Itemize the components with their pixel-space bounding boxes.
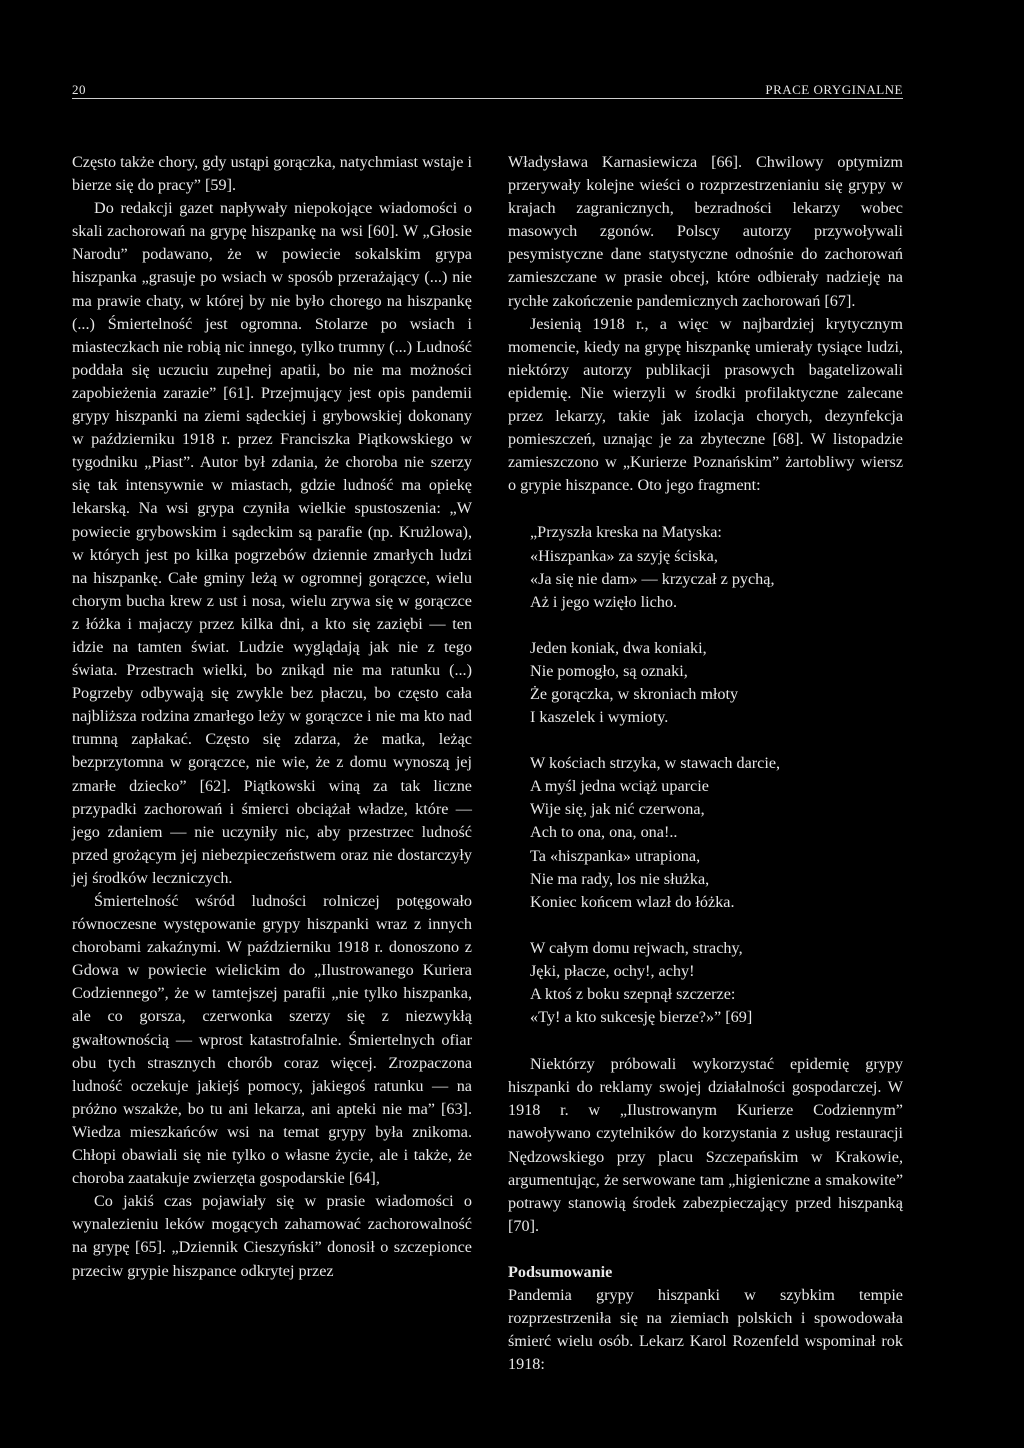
poem-line: «Ty! a kto sukcesję bierze?»” [69] [530, 1008, 753, 1027]
paragraph: Co jakiś czas pojawiały się w prasie wiadomości o wynalezieniu leków mogących zahamować zachorowalność na grypę [65]. „Dziennik Cieszyński” donosił o szczepionce przeciw grypie hiszpance odkrytej przez [72, 1192, 472, 1280]
poem-line: A ktoś z boku szepnął szczerze: [530, 985, 736, 1003]
poem-line: Wije się, jak nić czerwona, [530, 800, 705, 819]
poem-stanza [530, 521, 903, 613]
paragraph: Śmiertelność wśród ludności rolniczej potęgowało równoczesne występowanie grypy hiszpanki wraz z innych chorobami zakaźnymi. W październiku 1918 r. donoszono z Gdowa w powiecie wielickim do „Ilustrowanego Kuriera Codziennego”, że w tamtejszej parafii „nie tylko hiszpanka, ale co gorsza, czerwonka szerzy się z niezwykłą gwałtownością — wprost katastrofalnie. Śmiertelnych ofiar obu tych strasznych chorób coraz więcej. Zrozpaczona ludność oczekuje jakiejś pomocy, jakiegoś ratunku — na próżno wszakże, bo tu ani lekarza, ani apteki nie ma” [63]. Wiedza mieszkańców wsi na temat grypy była znikoma. Chłopi obawiali się nie tylko o własne życie, ale i także, że choroba zaatakuje zwierzęta gospodarskie [64], [72, 892, 472, 1188]
paragraph: Władysława Karnasiewicza [66]. Chwilowy optymizm przerywały kolejne wieści o rozprzestrzenianiu się grypy w krajach zagranicznych, bezradności lekarzy wobec masowych zgonów. Polscy autorzy przywoływali pesymistyczne dane statystyczne odnośnie do zachorowań zamieszczane w prasie obcej, które odbierały nadzieję na rychłe zakończenie pandemicznych zachorowań [67]. [508, 153, 903, 310]
poem-line: W całym domu rejwach, strachy, [530, 938, 743, 957]
poem-line: Nie pomogło, są oznaki, [530, 661, 688, 680]
poem-line: Aż i jego wzięło licho. [530, 592, 677, 611]
section-title: PRACE ORYGINALNE [765, 82, 903, 97]
poem-line: «Ja się nie dam» — krzyczał z pychą, [530, 569, 775, 588]
poem-stanza [530, 937, 903, 1029]
poem-line: Jęki, płacze, ochy!, achy! [530, 961, 695, 980]
poem-line: I kaszelek i wymioty. [530, 708, 669, 727]
poem-line: Nie ma rady, los nie służka, [530, 869, 710, 888]
poem-stanza [530, 637, 903, 729]
poem-line: Ach to ona, ona, ona!.. [530, 823, 678, 842]
poem-line: A myśl jedna wciąż uparcie [530, 777, 709, 796]
poem [530, 521, 903, 1029]
poem-line: Koniec końcem wlazł do łóżka. [530, 892, 735, 911]
poem-line: W kościach strzyka, w stawach darcie, [530, 754, 781, 773]
paragraph: Do redakcji gazet napływały niepokojące wiadomości o skali zachorowań na grypę hiszpankę na wsi [60]. W „Głosie Narodu” podawano, że w powiecie sokalskim grypa hiszpanka „grasuje po wsiach w sposób przerażający (...) nie ma prawie chaty, w której by nie było chorego na hiszpankę (...) Śmiertelność jest ogromna. Stolarze po wsiach i miasteczkach nie robią nic innego, tylko trumny (...) Ludność poddała się uczuciu zupełnej apatii, bo nie ma możności zapobieżenia zarazie” [61]. Przejmujący jest opis pandemii grypy hiszpanki na ziemi sądeckiej i grybowskiej dokonany w październiku 1918 r. przez Franciszka Piątkowskiego w tygodniku „Piast”. Autor był zdania, że choroba nie szerzy się tak intensywnie w miastach, gdzie ludność ma opiekę lekarską. Na wsi grypa czyniła wielkie spustoszenia: „W powiecie grybowskim i sądeckim są parafie (np. Krużlowa), w których jest po kilka pogrzebów dziennie zmarłych ludzi na hiszpankę. Całe gminy leżą w ogromnej gorączce, wielu chorym bucha krew z ust i nosa, wielu zrywa się w gorączce z łóżka i majaczy przez kilka dni, a kto się zaziębi — ten idzie na tamten świat. Ludzie wyglądają jak nie z tego świata. Przestrach wielki, bo znikąd nie ma ratunku (...) Pogrzeby odbywają się zwykle bez płaczu, bo często cała najbliższa rodzina zmarłego leży w gorączce i nie ma kto nad trumną zapłakać. Często się zdarza, że matka, leżąc bezprzytomna w gorączce, nie wie, że z domu wynoszą jej zmarłe dziecko” [62]. Piątkowski winą za tak liczne przypadki zachorowań i śmierci obciążał władze, które — jego zdaniem — nie uczyniły nic, aby przestrzec ludność przed grożącym jej niebezpieczeństwem oraz nie dostarczyły jej środków leczniczych. [72, 199, 472, 887]
poem-line: «Hiszpanka» za szyję ściska, [530, 546, 718, 565]
left-column [72, 151, 472, 1283]
paragraph: Pandemia grypy hiszpanki w szybkim tempie rozprzestrzeniła się na ziemiach polskich i spowodowała śmierć wielu osób. Lekarz Karol Rozenfeld wspominał rok 1918: [508, 1286, 903, 1374]
paragraph: Jesienią 1918 r., a więc w najbardziej krytycznym momencie, kiedy na grypę hiszpankę umierały tysiące ludzi, niektórzy autorzy publikacji prasowych bagatelizowali epidemię. Nie wierzyli w środki profilaktyczne zalecane przez lekarzy, takie jak izolacja chorych, dezynfekcja pomieszczeń, uznając je za zbyteczne [68]. W listopadzie zamieszczono w „Kurierze Poznańskim” żartobliwy wiersz o grypie hiszpance. Oto jego fragment: [508, 314, 903, 495]
right-column [508, 151, 903, 1376]
paragraph: Niektórzy próbowali wykorzystać epidemię grypy hiszpanki do reklamy swojej działalności gospodarczej. W 1918 r. w „Ilustrowanym Kurierze Codziennym” nawoływano czytelników do korzystania z usług restauracji Nędzowskiego przy placu Szczepańskim w Krakowie, argumentując, że serwowane tam „higieniczne a smakowite” potrawy stanowią środek zabezpieczający przed hiszpanką [70]. [508, 1055, 903, 1235]
poem-line: „Przyszła kreska na Matyska: [530, 523, 722, 542]
paragraph: Często także chory, gdy ustąpi gorączka, natychmiast wstaje i bierze się do pracy” [59]. [72, 153, 472, 195]
poem-stanza [530, 752, 903, 914]
poem-line: Jeden koniak, dwa koniaki, [530, 638, 707, 657]
page-number: 20 [72, 82, 86, 97]
poem-line: Ta «hiszpanka» utrapiona, [530, 846, 701, 865]
running-header [72, 82, 903, 99]
section-heading: Podsumowanie [508, 1262, 613, 1281]
poem-line: Że gorączka, w skroniach młoty [530, 684, 739, 703]
